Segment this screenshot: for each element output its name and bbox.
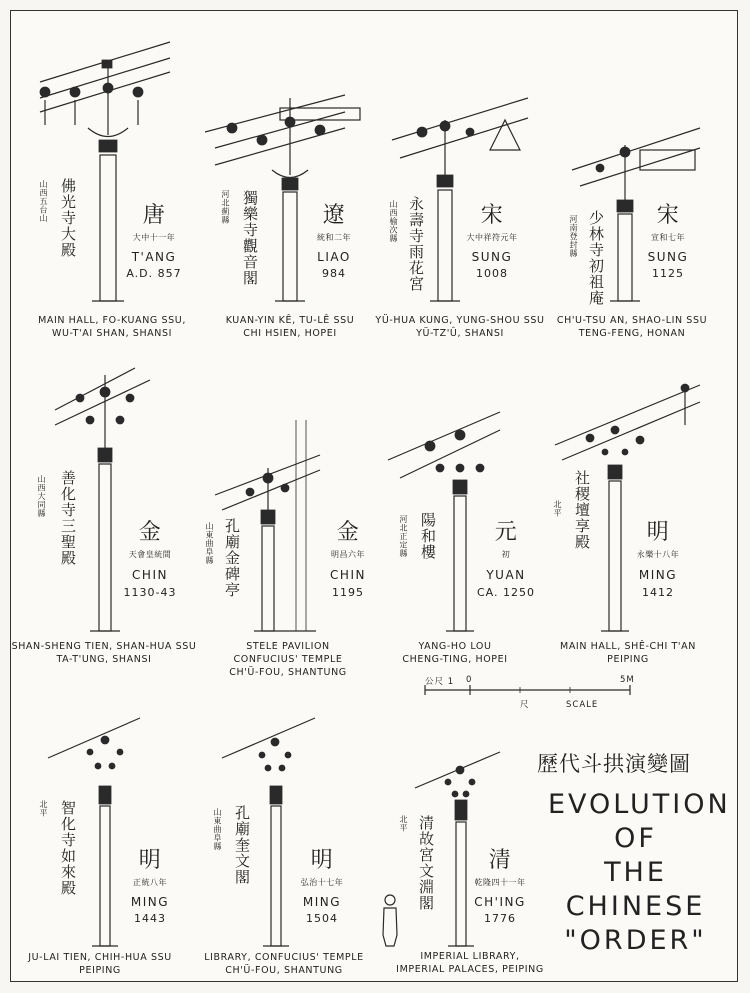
reign-zh: 永樂十八年: [636, 550, 680, 559]
reign-zh: 弘治十七年: [300, 878, 344, 887]
reign-zh: 大中祥符元年: [466, 233, 518, 242]
reign-zh: 明昌六年: [331, 550, 365, 559]
scale-bar: [425, 685, 630, 695]
dynasty-year: 1008: [476, 267, 508, 280]
location-zh: 山西大同縣: [37, 475, 46, 518]
scale-label: SCALE: [566, 700, 599, 710]
dynasty-zh: 宋: [656, 203, 680, 228]
location-zh: 山西五台山: [39, 180, 48, 223]
dynasty-zh: 金: [336, 520, 360, 545]
caption: JU-LAI TIEN, CHIH-HUA SSU PEIPING: [28, 952, 172, 976]
dynasty-year: 1504: [306, 912, 338, 925]
title-chinese: 歷代斗拱演變圖: [537, 752, 691, 776]
dynasty-year: 1125: [652, 267, 684, 280]
dynasty-year: 1412: [642, 586, 674, 599]
location-zh: 河南登封縣: [569, 215, 578, 258]
location-zh: 北平: [553, 500, 562, 517]
location-zh: 河北薊縣: [221, 190, 230, 224]
dynasty-name: CHIN: [132, 568, 168, 582]
dynasty-year: A.D. 857: [126, 267, 182, 280]
scale-left-label: 公尺 1: [425, 677, 455, 687]
dynasty-year: 1195: [332, 586, 364, 599]
caption: MAIN HALL, SHÊ-CHI T'AN PEIPING: [560, 641, 696, 665]
caption: KUAN-YIN KÊ, TU-LÊ SSU CHI HSIEN, HOPEI: [225, 315, 355, 339]
dynasty-zh: 明: [646, 520, 670, 545]
dynasty-zh: 元: [494, 520, 518, 545]
caption: MAIN HALL, FO-KUANG SSU, WU-T'AI SHAN, SHANSI: [38, 315, 186, 339]
building-name-zh: 清故宮文淵閣: [417, 815, 435, 911]
dynasty-name: LIAO: [317, 250, 351, 264]
location-zh: 北平: [39, 800, 48, 817]
building-name-zh: 佛光寺大殿: [59, 178, 77, 258]
dynasty-year: 1130-43: [123, 586, 177, 599]
dynasty-name: MING: [130, 895, 170, 909]
reign-zh: 大中十一年: [132, 233, 176, 242]
dynasty-zh: 清: [488, 848, 512, 873]
building-name-zh: 孔廟奎文閣: [233, 805, 251, 885]
dynasty-year: 1443: [134, 912, 166, 925]
caption: LIBRARY, CONFUCIUS' TEMPLE CH'Ü-FOU, SHANTUNG: [204, 952, 364, 976]
reign-zh: 正統八年: [133, 878, 167, 887]
dynasty-name: T'ANG: [131, 250, 177, 264]
dynasty-zh: 明: [138, 848, 162, 873]
dynasty-name: YUAN: [486, 568, 526, 582]
building-name-zh: 永壽寺雨花宮: [407, 196, 425, 292]
building-name-zh: 智化寺如來殿: [59, 800, 77, 896]
dynasty-name: MING: [302, 895, 342, 909]
location-zh: 北平: [399, 815, 408, 832]
caption: SHAN-SHENG TIEN, SHAN-HUA SSU TA-T'UNG, SHANSI: [11, 641, 197, 665]
reign-zh: 天會皇統間: [128, 550, 172, 559]
dynasty-year: 1776: [484, 912, 516, 925]
dynasty-zh: 明: [310, 848, 334, 873]
scale-right-label: 5M: [620, 675, 635, 685]
dynasty-zh: 宋: [480, 203, 504, 228]
caption: YÜ-HUA KUNG, YUNG-SHOU SSU YÜ-TZ'Û, SHANSI: [375, 315, 545, 339]
location-zh: 山東曲阜縣: [213, 808, 222, 851]
dynasty-zh: 唐: [142, 203, 166, 228]
dynasty-name: SUNG: [647, 250, 689, 264]
dynasty-zh: 遼: [322, 203, 346, 228]
location-zh: 山東曲阜縣: [205, 522, 214, 565]
scale-label-zh: 尺: [520, 700, 530, 710]
dynasty-name: CH'ING: [474, 895, 526, 909]
scale-zero-label: 0: [466, 675, 473, 685]
dynasty-year: CA. 1250: [477, 586, 535, 599]
building-name-zh: 孔廟金碑亭: [223, 518, 241, 598]
building-name-zh: 陽和樓: [419, 512, 437, 560]
title-english: EVOLUTION OF THE CHINESE "ORDER": [548, 789, 731, 956]
reign-zh: 統和二年: [317, 233, 351, 242]
building-name-zh: 善化寺三聖殿: [59, 470, 77, 566]
caption: YANG-HO LOU CHENG-TING, HOPEI: [402, 641, 508, 665]
dynasty-name: CHIN: [330, 568, 366, 582]
human-figure-scale: [383, 895, 397, 946]
dynasty-name: SUNG: [471, 250, 513, 264]
caption: STELE PAVILION CONFUCIUS' TEMPLE CH'Ü-FOU, SHANTUNG: [229, 641, 347, 678]
dynasty-name: MING: [638, 568, 678, 582]
dynasty-zh: 金: [138, 520, 162, 545]
reign-zh: 初: [501, 550, 511, 559]
caption: IMPERIAL LIBRARY, IMPERIAL PALACES, PEIPING: [396, 951, 544, 975]
caption: CH'U-TSU AN, SHAO-LIN SSU TENG-FENG, HONAN: [556, 315, 708, 339]
dynasty-year: 984: [322, 267, 346, 280]
reign-zh: 宣和七年: [651, 233, 685, 242]
building-name-zh: 少林寺初祖庵: [587, 210, 605, 306]
location-zh: 河北正定縣: [399, 515, 408, 558]
building-name-zh: 社稷壇享殿: [573, 470, 591, 550]
building-name-zh: 獨樂寺觀音閣: [241, 190, 259, 286]
reign-zh: 乾隆四十一年: [474, 878, 526, 887]
location-zh: 山西榆次縣: [389, 200, 398, 243]
